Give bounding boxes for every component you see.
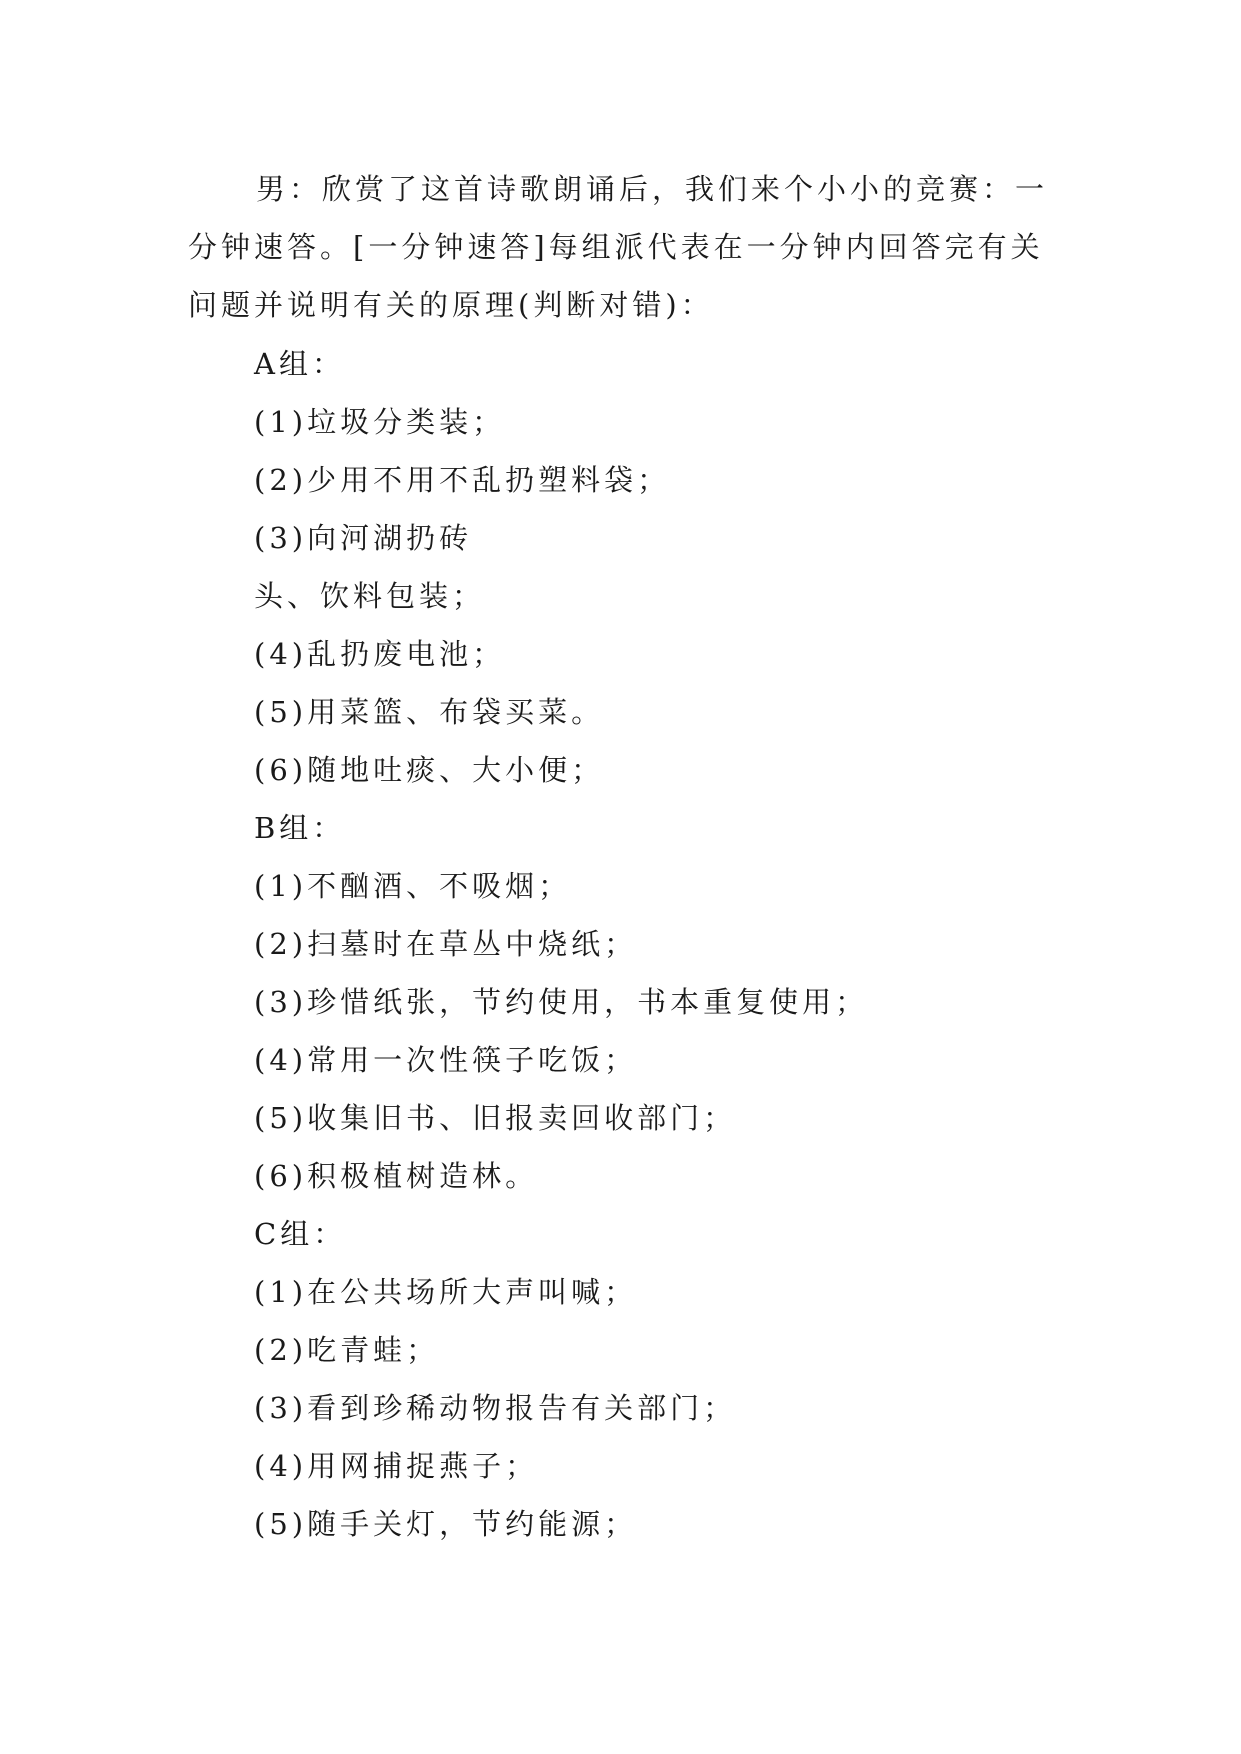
list-item: (1)在公共场所大声叫喊；	[254, 1275, 638, 1309]
list-item: (6)积极植树造林。	[254, 1159, 539, 1193]
list-item: (3)看到珍稀动物报告有关部门；	[254, 1391, 737, 1425]
group-a-heading: A组：	[254, 347, 345, 381]
list-item: (2)扫墓时在草丛中烧纸；	[254, 927, 638, 961]
list-item: (3)珍惜纸张，节约使用，书本重复使用；	[254, 985, 869, 1019]
list-item: (2)少用不用不乱扔塑料袋；	[254, 463, 671, 497]
question-list	[254, 335, 1114, 1553]
list-item: (3)向河湖扔砖	[254, 521, 473, 555]
list-item: (1)垃圾分类装；	[254, 405, 506, 439]
group-b-heading: B组：	[254, 811, 346, 845]
list-item: (5)用菜篮、布袋买菜。	[254, 695, 605, 729]
list-item: (4)乱扔废电池；	[254, 637, 506, 671]
list-item: (2)吃青蛙；	[254, 1333, 440, 1367]
list-item: (5)收集旧书、旧报卖回收部门；	[254, 1101, 737, 1135]
list-item: (5)随手关灯，节约能源；	[254, 1507, 638, 1541]
group-c-heading: C组：	[254, 1217, 347, 1251]
list-item: (4)用网捕捉燕子；	[254, 1449, 539, 1483]
list-item: (1)不酗酒、不吸烟；	[254, 869, 572, 903]
list-item: 头、饮料包装；	[254, 579, 486, 613]
list-item: (4)常用一次性筷子吃饭；	[254, 1043, 638, 1077]
list-item: (6)随地吐痰、大小便；	[254, 753, 605, 787]
intro-paragraph: 男：欣赏了这首诗歌朗诵后，我们来个小小的竞赛：一分钟速答。[一分钟速答]每组派代表在一分钟内回答完有关问题并说明有关的原理(判断对错)：	[188, 172, 1049, 322]
